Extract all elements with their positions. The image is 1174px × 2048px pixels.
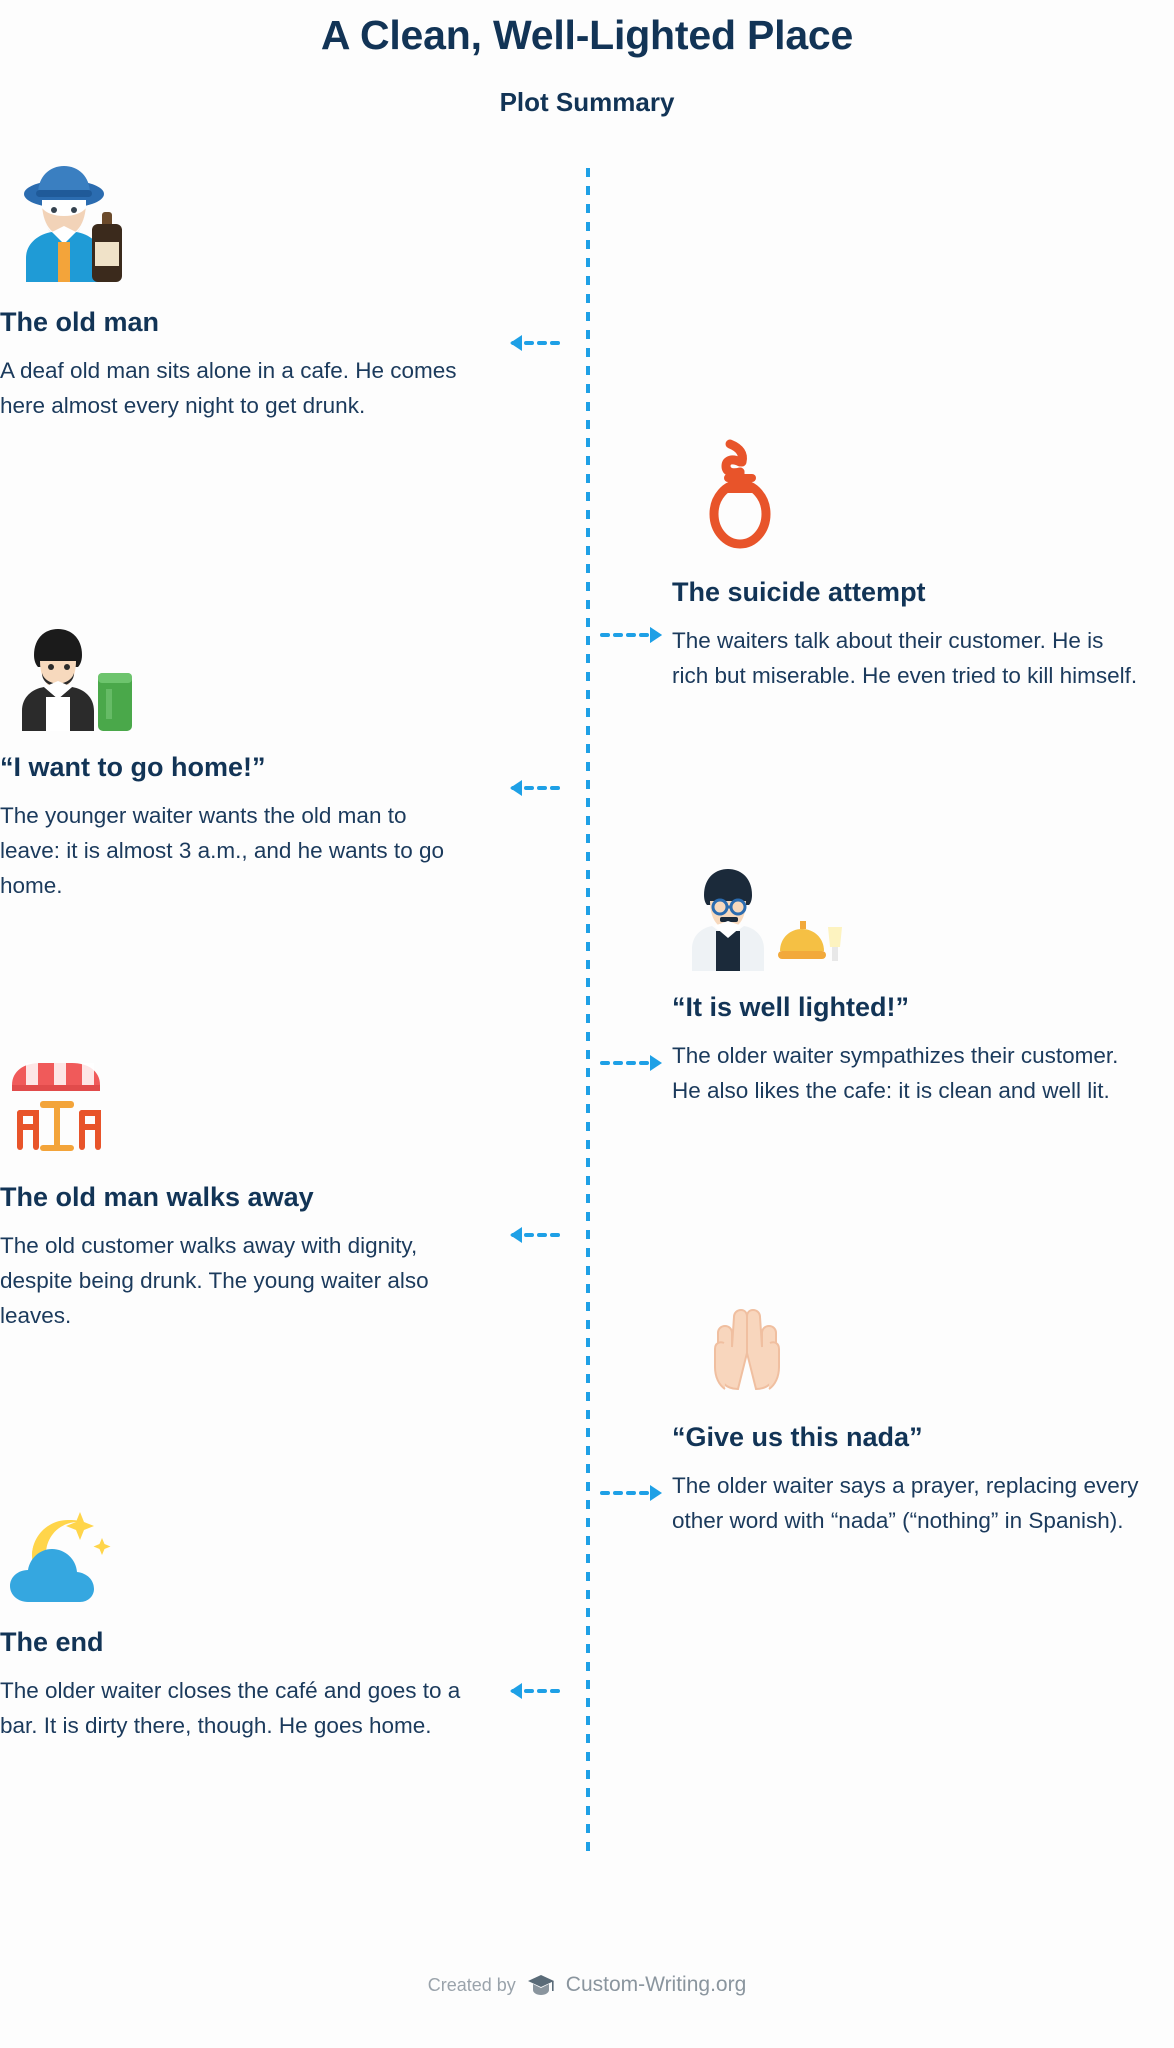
timeline-item-go-home <box>0 605 470 904</box>
page-subtitle: Plot Summary <box>499 87 675 117</box>
cafe-terrace-icon <box>0 1035 470 1165</box>
item-heading: The suicide attempt <box>672 577 926 607</box>
timeline-item-give-us-nada <box>672 1275 1142 1539</box>
item-text: The older waiter closes the café and goes to a bar. It is dirty there, though. He goes home. <box>0 1678 461 1739</box>
item-text: A deaf old man sits alone in a cafe. He comes here almost every night to get drunk. <box>0 358 457 419</box>
item-text: The waiters talk about their customer. He is rich but miserable. He even tried to kill himself. <box>672 628 1138 689</box>
footer-created-by-label: Created by <box>427 1974 516 1995</box>
older-waiter-icon <box>672 845 1142 975</box>
connector-arrow-left-2 <box>490 775 562 801</box>
timeline-item-the-end <box>0 1480 470 1744</box>
timeline-item-suicide-attempt <box>672 430 1142 694</box>
timeline-spine <box>586 168 590 1858</box>
item-heading: “It is well lighted!” <box>672 992 910 1022</box>
connector-arrow-left-1 <box>490 330 562 356</box>
praying-hands-icon <box>672 1275 1142 1405</box>
connector-arrow-right-2 <box>598 1050 670 1076</box>
page-title: A Clean, Well-Lighted Place <box>320 12 854 58</box>
item-heading: “I want to go home!” <box>0 752 266 782</box>
item-text: The older waiter says a prayer, replacing every other word with “nada” (“nothing” in Spanish). <box>672 1473 1139 1534</box>
noose-icon <box>672 430 1142 560</box>
old-man-with-bottle-icon <box>0 160 470 290</box>
connector-arrow-right-1 <box>598 622 670 648</box>
connector-arrow-left-4 <box>490 1678 562 1704</box>
young-waiter-icon <box>0 605 470 735</box>
timeline-item-well-lighted <box>672 845 1142 1109</box>
item-text: The old customer walks away with dignity, despite being drunk. The young waiter also leaves. <box>0 1233 429 1329</box>
item-heading: The old man walks away <box>0 1182 314 1212</box>
footer-brand-link[interactable]: Custom-Writing.org <box>565 1973 747 1996</box>
item-text: The older waiter sympathizes their customer. He also likes the cafe: it is clean and well lit. <box>672 1043 1119 1104</box>
item-heading: “Give us this nada” <box>672 1422 923 1452</box>
footer <box>0 1970 1174 2000</box>
graduation-cap-icon <box>526 1970 556 2000</box>
item-heading: The end <box>0 1627 104 1657</box>
connector-arrow-left-3 <box>490 1222 562 1248</box>
item-text: The younger waiter wants the old man to leave: it is almost 3 a.m., and he wants to go home. <box>0 803 444 899</box>
timeline-item-old-man <box>0 160 470 424</box>
item-heading: The old man <box>0 307 160 337</box>
timeline-item-walks-away <box>0 1035 470 1334</box>
moon-night-icon <box>0 1480 470 1610</box>
connector-arrow-right-3 <box>598 1480 670 1506</box>
